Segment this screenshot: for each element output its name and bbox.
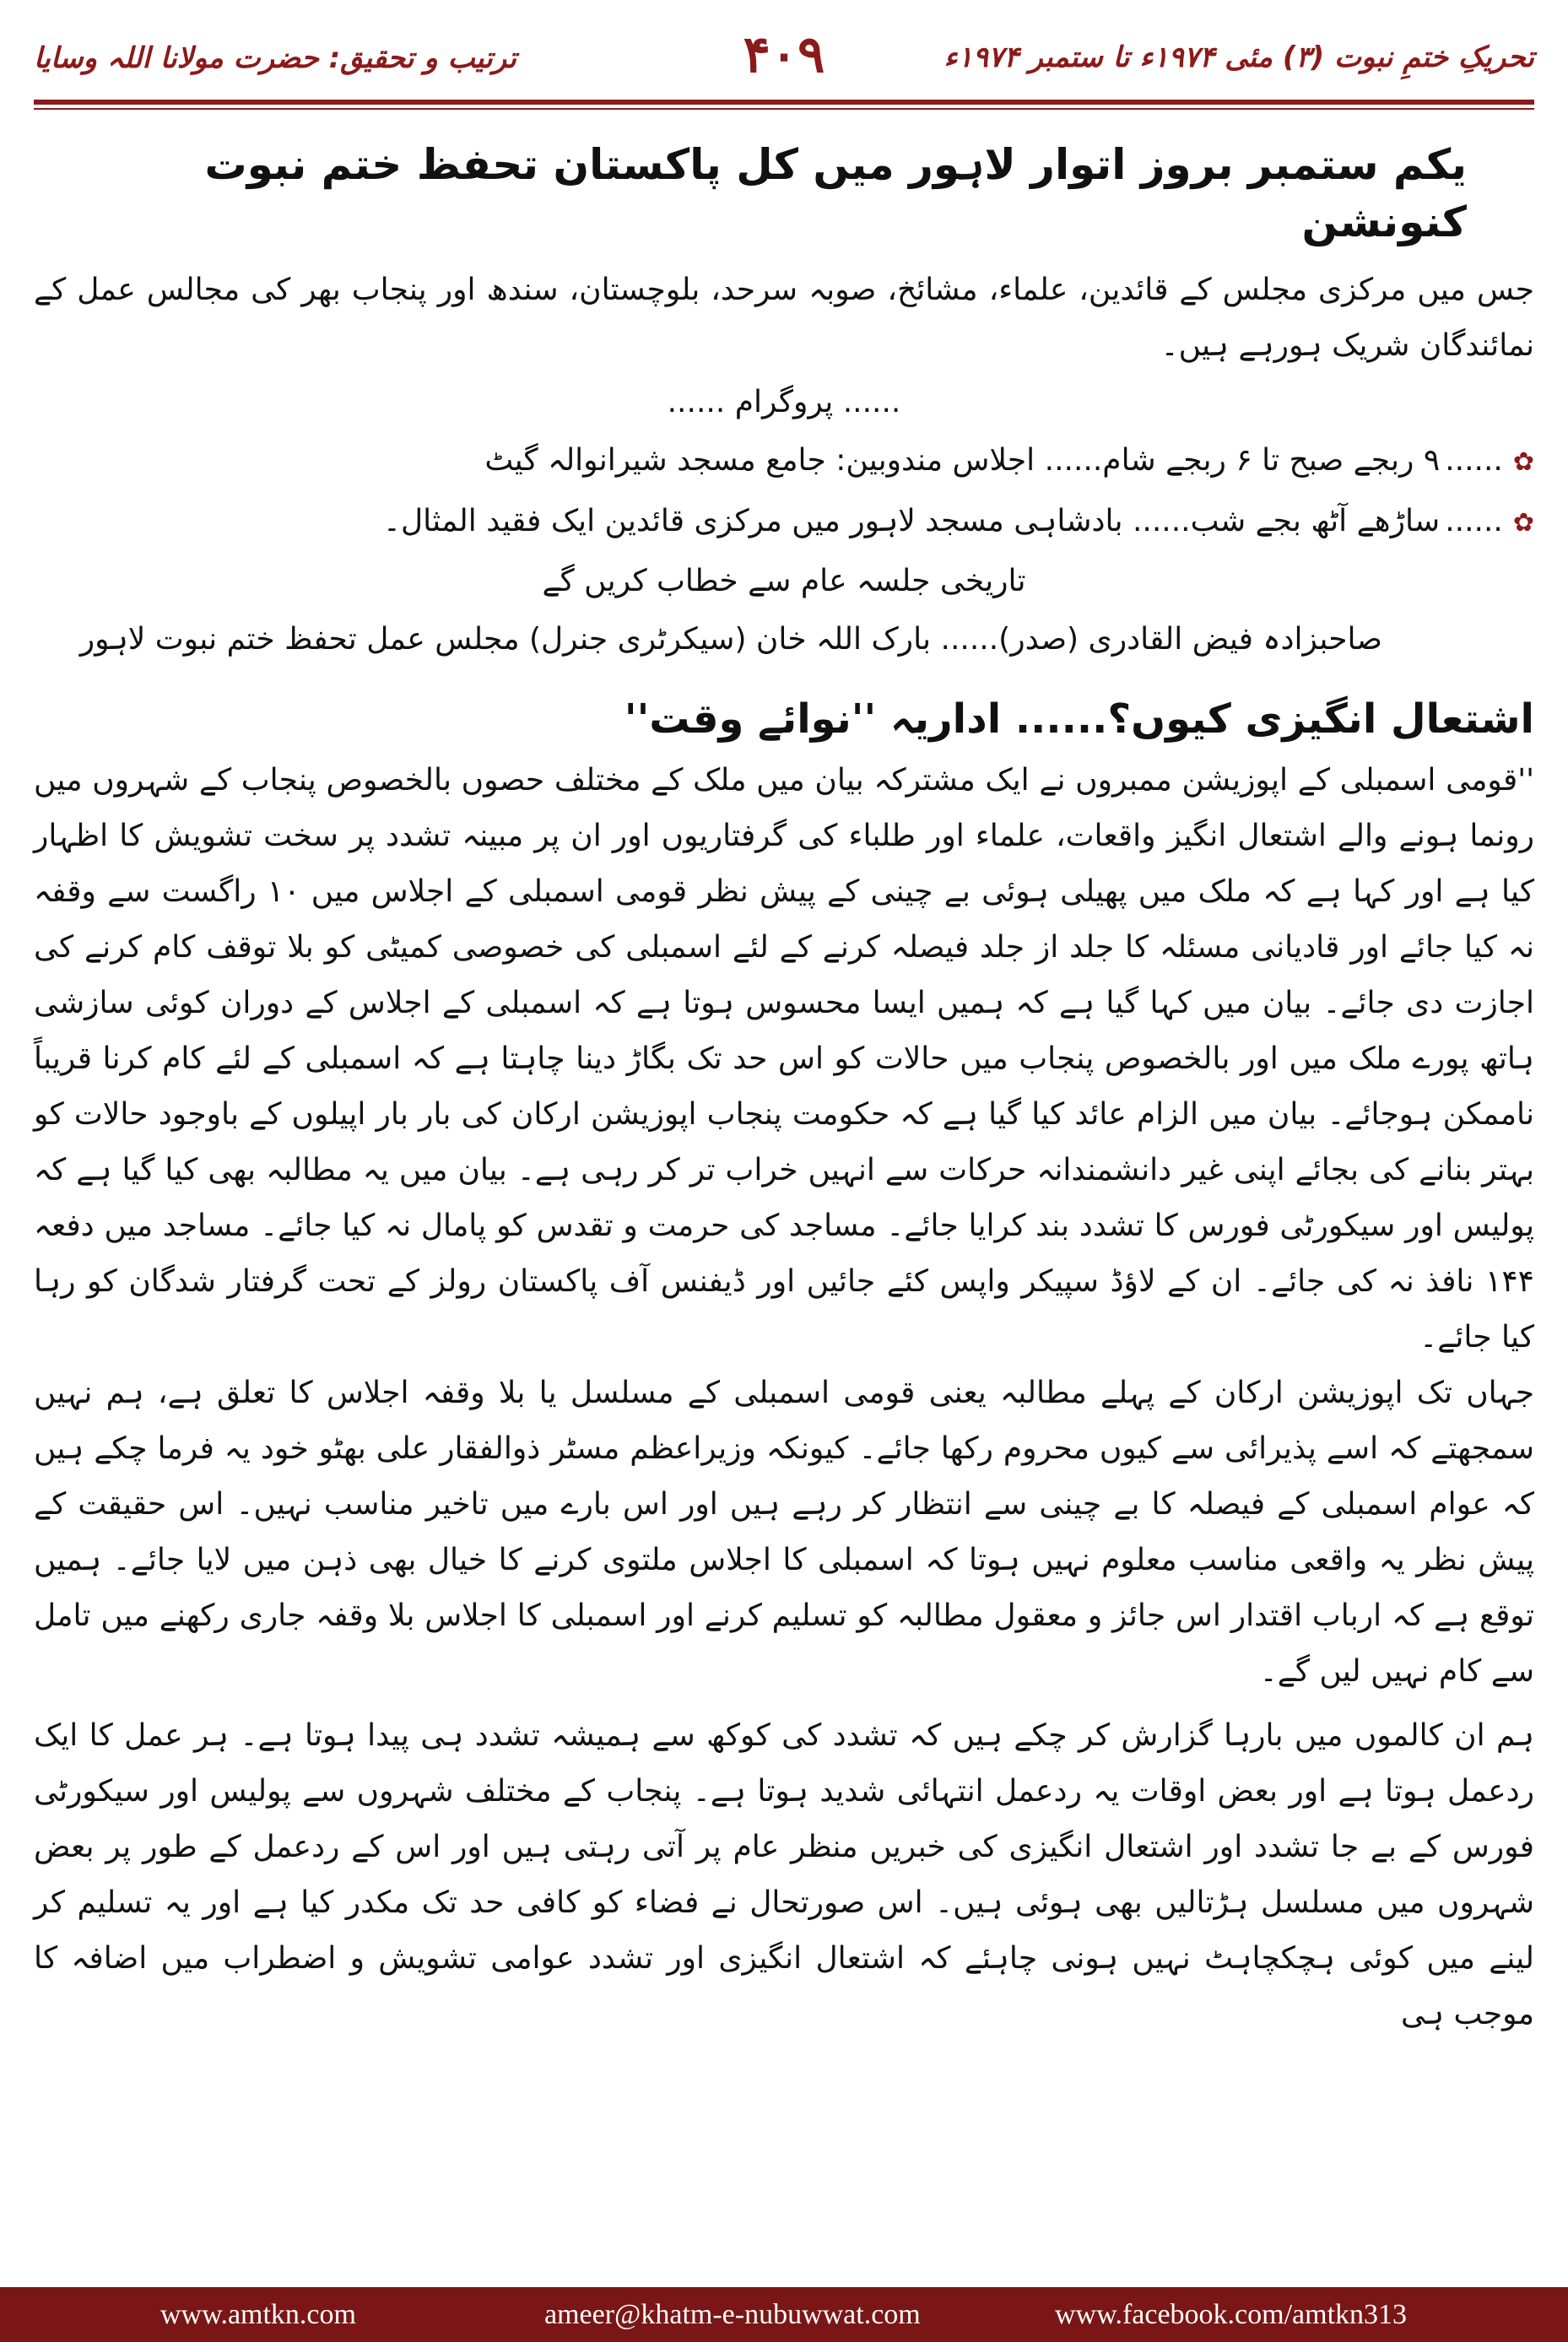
- bullet-dots: ......: [1445, 443, 1503, 478]
- page-content: [34, 127, 1534, 2042]
- star-bullet-icon: ✿: [1512, 447, 1534, 477]
- rally-line: تاریخی جلسہ عام سے خطاب کریں گے: [542, 564, 1026, 598]
- signatories: صاحبزادہ فیض القادری (صدر)...... بارک اللہ خان (سیکرٹری جنرل) مجلس عمل تحفظ ختم نبوت لاہور: [79, 622, 1382, 657]
- footer-email-link[interactable]: ameer@khatm-e-nubuwwat.com: [544, 2299, 921, 2330]
- editorial-heading: اشتعال انگیزی کیوں؟...... اداریہ ''نوائے وقت'': [624, 695, 1534, 743]
- bullet-dots: ......: [1445, 504, 1503, 538]
- program-item-1: [34, 431, 1534, 492]
- editorial-paragraph-1: ''قومی اسمبلی کے اپوزیشن ممبروں نے ایک مشترکہ بیان میں ملک کے مختلف حصوں بالخصوص پنجاب کے شہروں میں رونما ہونے والے اشتعال انگیز واقعات، علماء اور طلباء کی گرفتاریوں اور ان پر مبینہ تشدد پر سخت تشویش کا اظہار کیا ہے اور کہا ہے کہ ملک میں پھیلی ہوئی بے چینی کے پیش نظر قومی اسمبلی کے اجلاس میں ۱۰ راگست سے وقفہ نہ کیا جائے اور قادیانی مسئلہ کا جلد از جلد فیصلہ کرنے کے لئے اسمبلی کی خصوصی کمیٹی کو بلا توقف کام کرنے کی اجازت دی جائے۔ بیان میں کہا گیا ہے کہ ہمیں ایسا محسوس ہوتا ہے کہ اسمبلی کے اجلاس کے دوران کوئی سازشی ہاتھ پورے ملک میں اور بالخصوص پنجاب میں حالات کو اس حد تک بگاڑ دینا چاہتا ہے کہ اسمبلی کے لئے کام کرنا قریباً ناممکن ہوجائے۔ بیان میں الزام عائد کیا گیا ہے کہ حکومت پنجاب اپوزیشن ارکان کی بار بار اپیلوں کے باوجود حالات کو بہتر بنانے کی بجائے اپنی غیر دانشمندانہ حرکات سے انہیں خراب تر کر رہی ہے۔ بیان میں یہ مطالبہ بھی کیا گیا ہے کہ پولیس اور سیکورٹی فورس کا تشدد بند کرایا جائے۔ مساجد کی حرمت و تقدس کو پامال نہ کیا جائے۔ مساجد میں دفعہ ۱۴۴ نافذ نہ کی جائے۔ ان کے لاؤڈ سپیکر واپس کئے جائیں اور ڈیفنس آف پاکستان رولز کے تحت گرفتار شدگان کو رہا کیا جائے۔: [34, 763, 1535, 1355]
- page-number: ۴۰۹: [743, 25, 825, 84]
- editorial-paragraph-3: ہم ان کالموں میں بارہا گزارش کر چکے ہیں کہ تشدد کی کوکھ سے ہمیشہ تشدد ہی پیدا ہوتا ہے۔ ہر عمل کا ایک ردعمل ہوتا ہے اور بعض اوقات یہ ردعمل انتہائی شدید ہوتا ہے۔ پنجاب کے مختلف شہروں سے پولیس اور سیکورٹی فورس کے بے جا تشدد اور اشتعال انگیزی کی خبریں منظر عام پر آتی رہتی ہیں اور اس کے ردعمل کے طور پر بعض شہروں میں مسلسل ہڑتالیں بھی ہوئی ہیں۔ اس صورتحال نے فضاء کو کافی حد تک مکدر کیا ہے اور یہ تسلیم کر لینے میں کوئی ہچکچاہٹ نہیں ہونی چاہئے کہ اشتعال انگیزی اور تشدد عوامی تشویش و اضطراب میں اضافہ کا موجب ہی: [34, 1718, 1534, 2032]
- footer-website-link[interactable]: www.amtkn.com: [160, 2299, 356, 2330]
- program-item-text: ساڑھے آٹھ بجے شب...... بادشاہی مسجد لاہور میں مرکزی قائدین ایک فقید المثال۔: [382, 504, 1441, 538]
- program-label: ...... پروگرام ......: [667, 385, 901, 419]
- header-book-title: تحریکِ ختمِ نبوت (۳) مئی ۱۹۷۴ء تا ستمبر ۱۹۷۴ء: [944, 41, 1534, 74]
- star-bullet-icon: ✿: [1512, 508, 1534, 538]
- header-compiler: ترتیب و تحقیق: حضرت مولانا اللہ وسایا: [34, 41, 516, 75]
- header-rule-thin: [34, 108, 1534, 110]
- convention-title: یکم ستمبر بروز اتوار لاہور میں کل پاکستان تحفظ ختم نبوت کنونشن: [204, 140, 1467, 246]
- program-item-2: [34, 492, 1534, 553]
- editorial-paragraph-2: جہاں تک اپوزیشن ارکان کے پہلے مطالبہ یعنی قومی اسمبلی کے مسلسل یا بلا وقفہ اجلاس کا تعلق ہے، ہم نہیں سمجھتے کہ اسے پذیرائی سے کیوں محروم رکھا جائے۔ کیونکہ وزیراعظم مسٹر ذوالفقار علی بھٹو خود یہ فرما چکے ہیں کہ عوام اسمبلی کے فیصلہ کا بے چینی سے انتظار کر رہے ہیں اور اس بارے میں تاخیر مناسب نہیں۔ اس حقیقت کے پیش نظر یہ واقعی مناسب معلوم نہیں ہوتا کہ اسمبلی کا اجلاس ملتوی کرنے کا خیال بھی ذہن میں لایا جائے۔ ہمیں توقع ہے کہ ارباب اقتدار اس جائز و معقول مطالبہ کو تسلیم کرنے اور اسمبلی کا اجلاس بلا وقفہ جاری رکھنے میں تامل سے کام نہیں لیں گے۔: [34, 1376, 1534, 1690]
- page-footer: [0, 2287, 1568, 2342]
- header-rule: [34, 100, 1534, 105]
- footer-facebook-link[interactable]: www.facebook.com/amtkn313: [1055, 2299, 1408, 2330]
- program-item-text: ۹ ربجے صبح تا ۶ ربجے شام...... اجلاس مندوبین: جامع مسجد شیرانوالہ گیٹ: [484, 443, 1441, 478]
- convention-intro: جس میں مرکزی مجلس کے قائدین، علماء، مشائخ، صوبہ سرحد، بلوچستان، سندھ اور پنجاب بھر کی مجالس عمل کے نمائندگان شریک ہورہے ہیں۔: [34, 273, 1534, 363]
- page-header: [34, 25, 1534, 101]
